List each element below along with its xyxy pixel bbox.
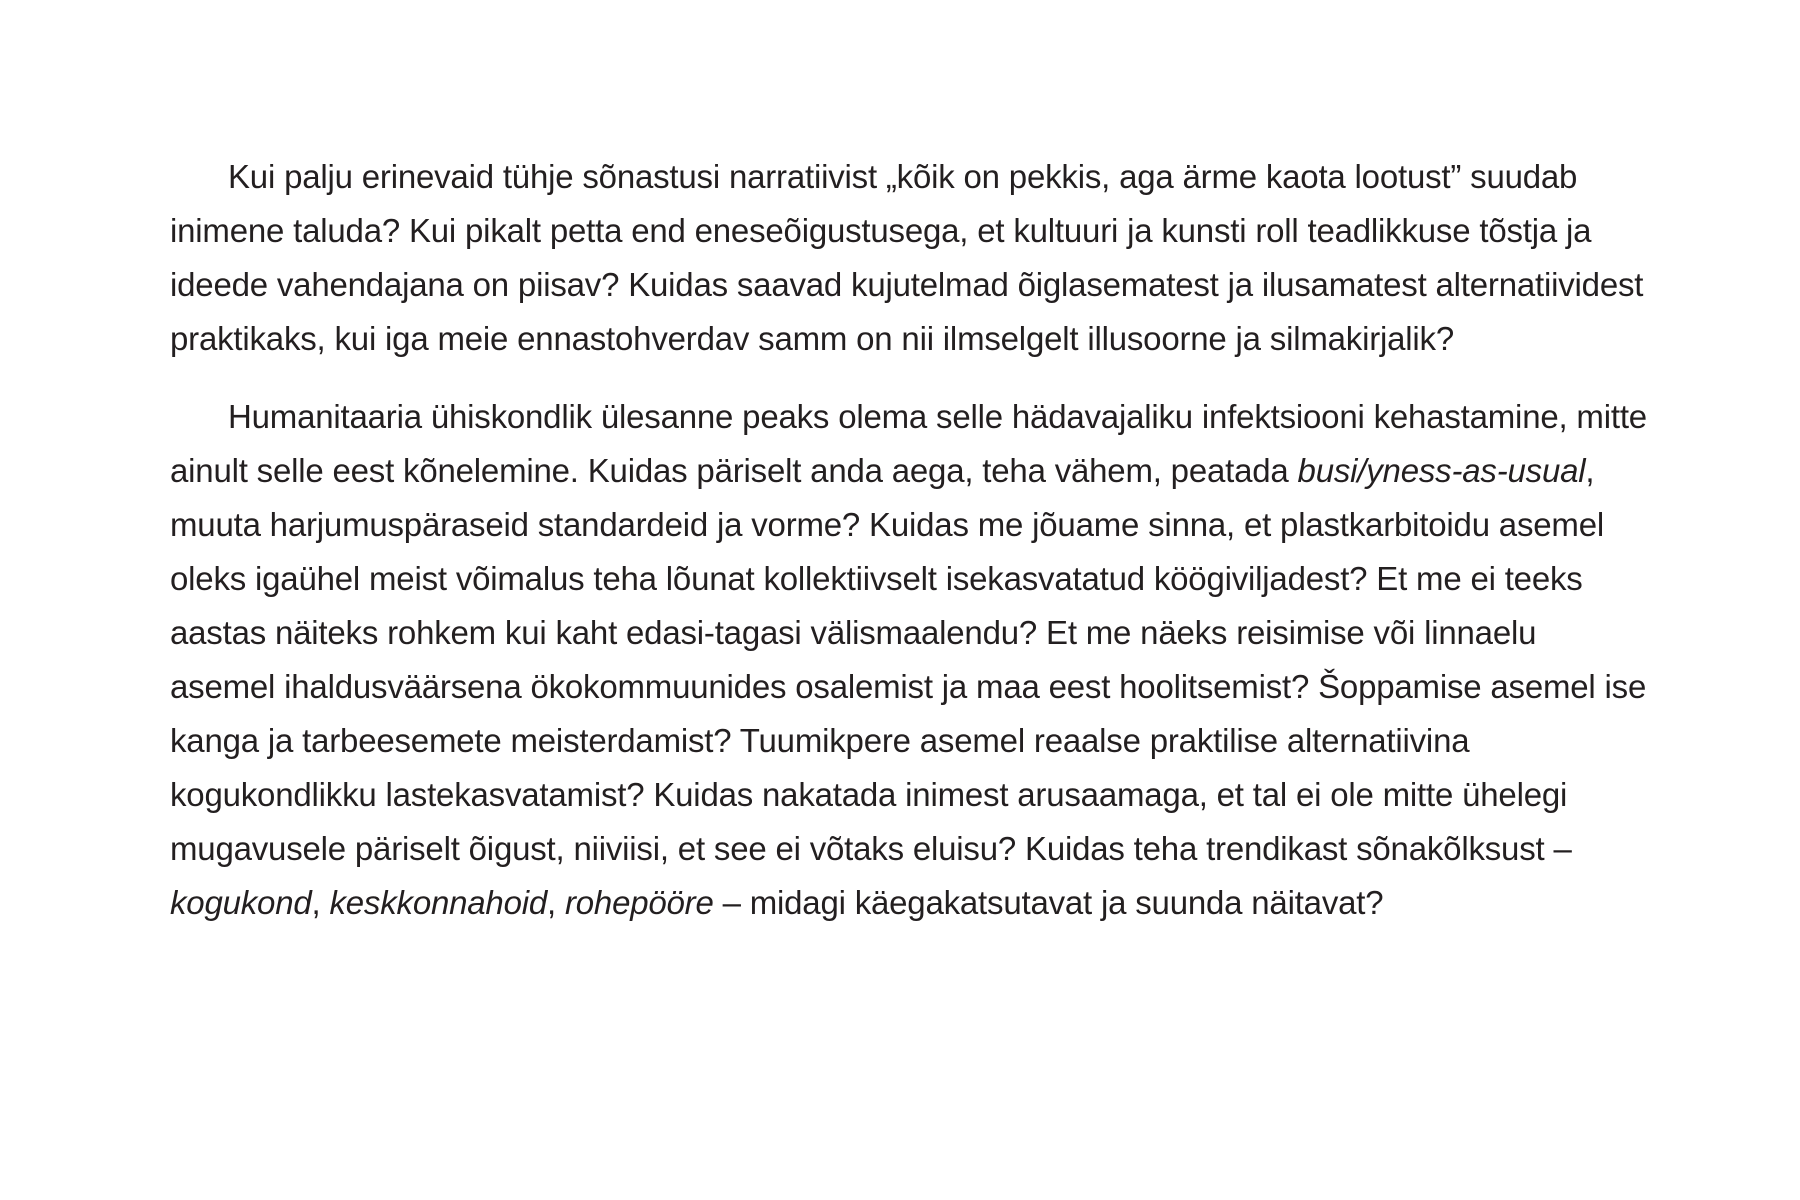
italic-term-rohepoore: rohepööre	[564, 884, 714, 921]
separator-comma-2: ,	[547, 884, 565, 921]
separator-comma-1: ,	[311, 884, 330, 921]
paragraph-2-text-2: , muuta harjumuspäraseid standardeid ja vorme? Kuidas me jõuame sinna, et plastkarbitoidu asemel oleks igaühel meist võimalus teha lõunat kollektiivselt isekasvatatud köögiviljadest? Et me ei teeks aastas näiteks rohkem kui kaht edasi-tagasi välismaalendu? Et me näeks reisimise või linnaelu asemel ihaldusväärsena ökokommuunides osalemist ja maa eest hoolitsemist? Šoppamise asemel ise kanga ja tarbeesemete meisterdamist? Tuumikpere asemel reaalse praktilise alternatiivina kogukondlikku lastekasvatamist? Kuidas nakatada inimest arusaamaga, et tal ei ole mitte ühelegi mugavusele päriselt õigust, niiviisi, et see ei võtaks eluisu? Kuidas teha trendikast sõnakõlksust –	[170, 452, 1647, 867]
paragraph-2	[170, 390, 1650, 930]
paragraph-2-text-3: – midagi käegakatsutavat ja suunda näitavat?	[713, 884, 1384, 921]
italic-term-business-as-usual: busi/yness-as-usual	[1297, 452, 1586, 489]
article-body	[170, 150, 1650, 930]
paragraph-2-text-1: Humanitaaria ühiskondlik ülesanne peaks olema selle hädavajaliku infektsiooni kehastamine, mitte ainult selle eest kõnelemine. Kuidas päriselt anda aega, teha vähem, peatada	[170, 398, 1647, 489]
paragraph-1: Kui palju erinevaid tühje sõnastusi narratiivist „kõik on pekkis, aga ärme kaota lootust” suudab inimene taluda? Kui pikalt petta end eneseõigustusega, et kultuuri ja kunsti roll teadlikkuse tõstja ja ideede vahendajana on piisav? Kuidas saavad kujutelmad õiglasematest ja ilusamatest alternatiividest praktikaks, kui iga meie ennastohverdav samm on nii ilmselgelt illusoorne ja silmakirjalik?	[170, 158, 1644, 357]
italic-term-keskkonnahoid: keskkonnahoid	[329, 884, 548, 921]
italic-term-kogukond: kogukond	[170, 884, 312, 921]
